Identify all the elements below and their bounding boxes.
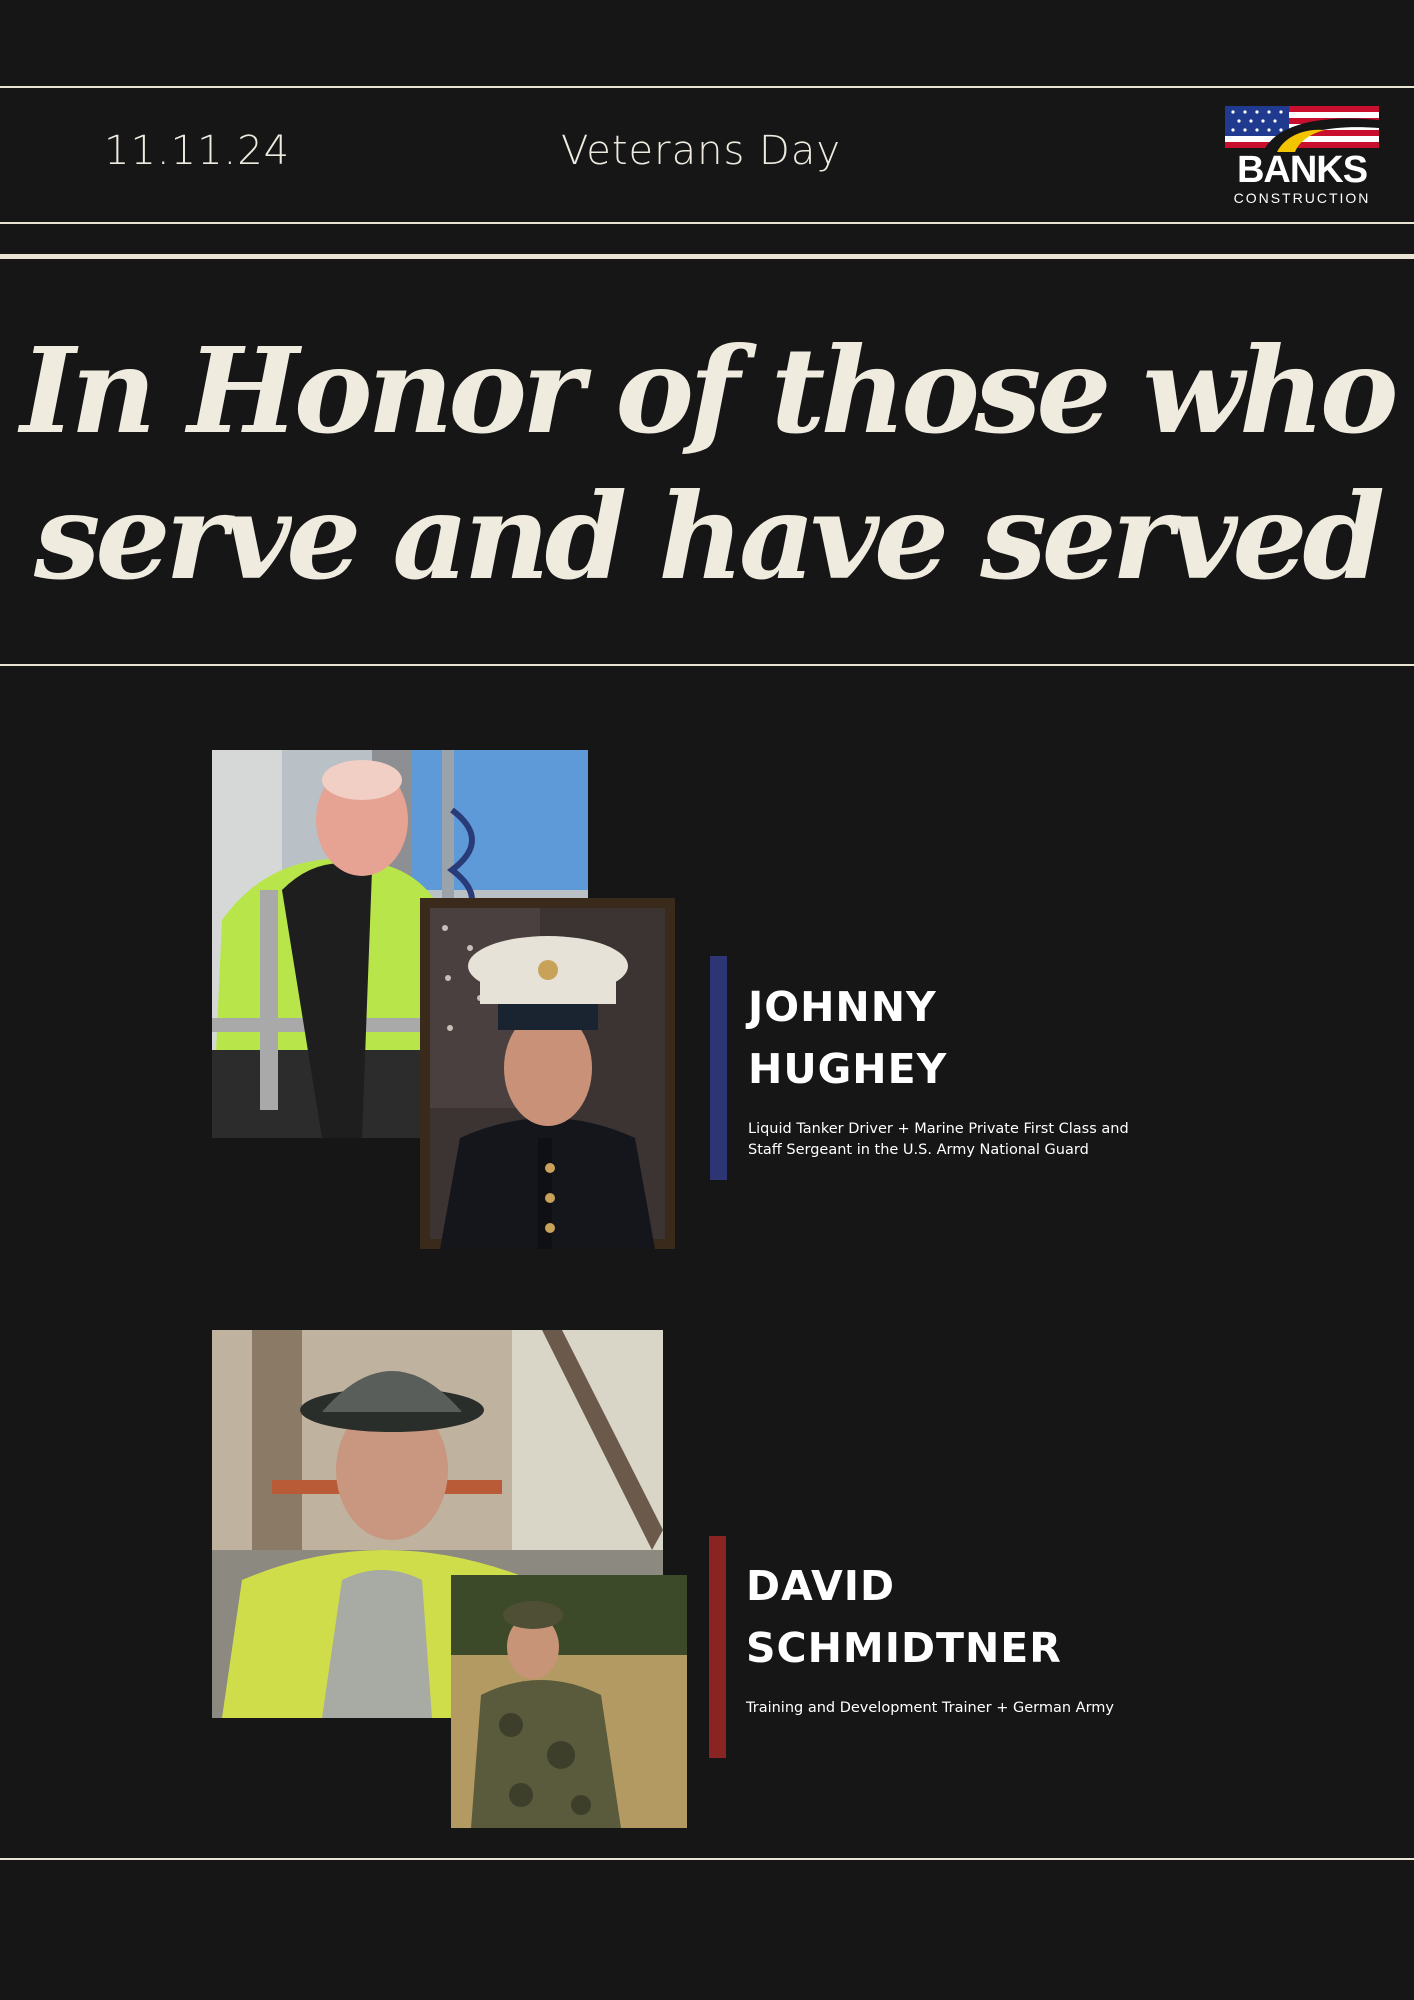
johnny-role-line-1: Liquid Tanker Driver + Marine Private First Class and bbox=[748, 1121, 1129, 1137]
johnny-role-line-2: Staff Sergeant in the U.S. Army National Guard bbox=[748, 1142, 1089, 1158]
event-date: 11.11.24 bbox=[104, 128, 291, 174]
headline-line-2: serve and have served bbox=[33, 467, 1381, 606]
logo-name: BANKS bbox=[1236, 149, 1368, 191]
flag-road-logo-icon bbox=[1225, 106, 1379, 152]
david-schmidtner-role bbox=[746, 1698, 1114, 1719]
footer-rule bbox=[0, 1858, 1414, 1860]
header-bottom-rule bbox=[0, 222, 1414, 224]
header-top-rule bbox=[0, 86, 1414, 88]
headline-bottom-rule bbox=[0, 664, 1414, 666]
david-schmidtner-accent-bar bbox=[709, 1536, 726, 1758]
david-role-line-1: Training and Development Trainer + German Army bbox=[746, 1700, 1114, 1716]
header-thick-rule bbox=[0, 254, 1414, 259]
event-title: Veterans Day bbox=[561, 128, 842, 174]
david-last-name: SCHMIDTNER bbox=[746, 1624, 1062, 1672]
david-first-name: DAVID bbox=[746, 1562, 896, 1610]
david-schmidtner-name bbox=[746, 1555, 1062, 1679]
headline bbox=[0, 318, 1414, 610]
johnny-last-name: HUGHEY bbox=[748, 1045, 948, 1093]
banks-construction-logo bbox=[1225, 106, 1379, 206]
johnny-hughey-service-photo bbox=[420, 898, 675, 1249]
johnny-first-name: JOHNNY bbox=[748, 983, 937, 1031]
david-schmidtner-service-photo bbox=[451, 1575, 687, 1828]
johnny-hughey-name bbox=[748, 976, 947, 1100]
logo-subtitle: CONSTRUCTION bbox=[1233, 190, 1371, 206]
johnny-hughey-accent-bar bbox=[710, 956, 727, 1180]
headline-line-1: In Honor of those who bbox=[20, 321, 1394, 460]
johnny-hughey-role bbox=[748, 1119, 1129, 1161]
